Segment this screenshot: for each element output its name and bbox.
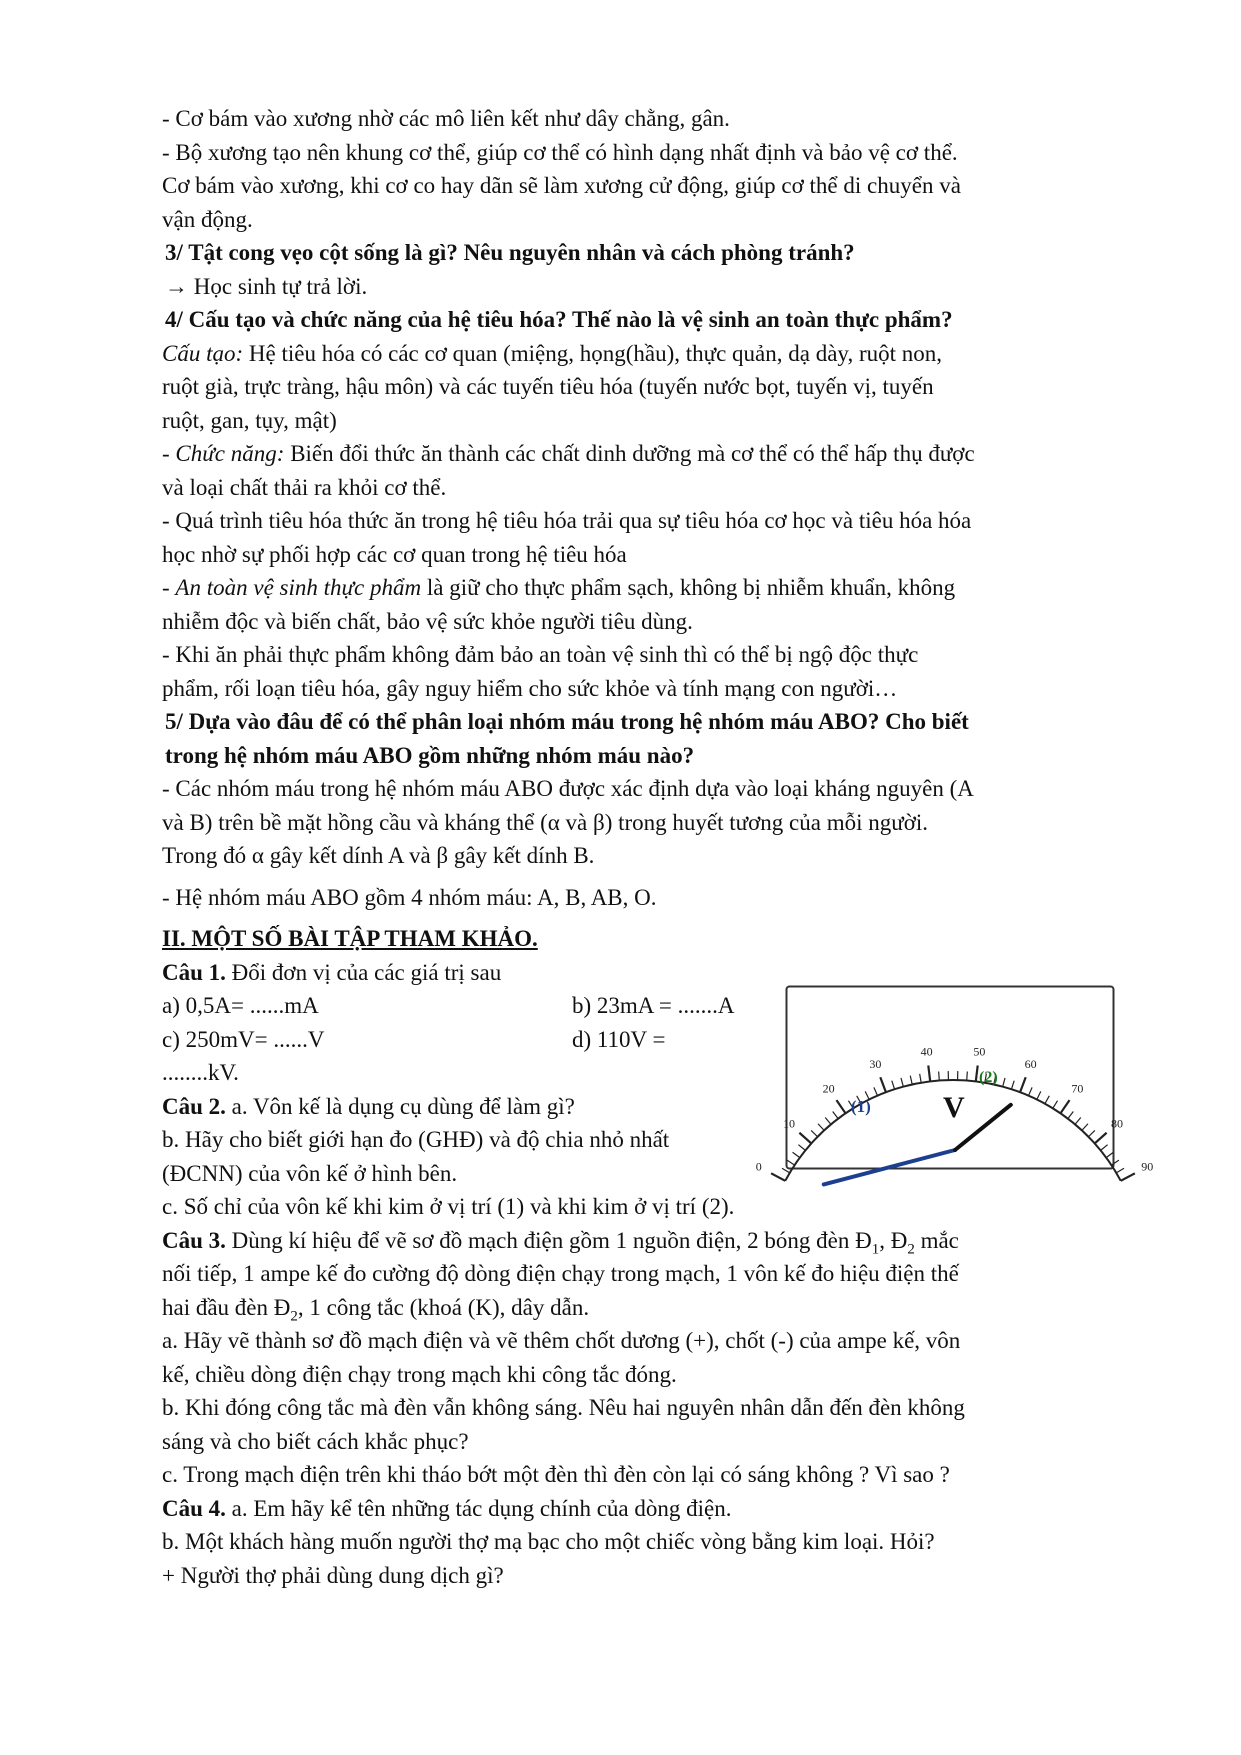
text-line: và B) trên bề mặt hồng cầu và kháng thể (α và β) trong huyết tương của mỗi người. [162, 809, 929, 835]
position-1-label: (1) [851, 1097, 871, 1116]
text-line: - Quá trình tiêu hóa thức ăn trong hệ tiêu hóa trải qua sự tiêu hóa cơ học và tiêu hóa hóa [162, 508, 972, 533]
tick-label-60: 60 [1024, 1057, 1037, 1072]
text-line: b. Một khách hàng muốn người thợ mạ bạc cho một chiếc vòng bằng kim loại. Hỏi? [162, 1529, 935, 1554]
text-line: ruột, gan, tụy, mật) [162, 407, 337, 433]
text-line: (ĐCNN) của vôn kế ở hình bên. [162, 1160, 458, 1186]
text-line: Trong đó α gây kết dính A và β gây kết dính B. [162, 843, 595, 868]
text-line: + Người thợ phải dùng dung dịch gì? [162, 1562, 504, 1588]
minor-tick [939, 1072, 940, 1081]
text-line: - Cơ bám vào xương nhờ các mô liên kết như dây chằng, gân. [162, 106, 730, 131]
question-5-cont: trong hệ nhóm máu ABO gồm những nhóm máu nào? [165, 742, 695, 768]
tick-label-10: 10 [782, 1116, 795, 1131]
item-b: b) 23mA = .......A [572, 993, 735, 1018]
question-4: 4/ Cấu tạo và chức năng của hệ tiêu hóa? Thế nào là vệ sinh an toàn thực phẩm? [165, 307, 953, 332]
text-line: sáng và cho biết cách khắc phục? [162, 1428, 469, 1454]
text-line: Cơ bám vào xương, khi cơ co hay dãn sẽ làm xương cử động, giúp cơ thể di chuyển và [162, 173, 961, 198]
text-line: - Hệ nhóm máu ABO gồm 4 nhóm máu: A, B, AB, O. [162, 884, 657, 910]
item-c: c) 250mV= ......V [162, 1026, 325, 1052]
voltmeter-symbol: V [943, 1091, 965, 1124]
text-line: - Các nhóm máu trong hệ nhóm máu ABO được xác định dựa vào loại kháng nguyên (A [162, 776, 974, 801]
text-line: và loại chất thải ra khỏi cơ thể. [162, 474, 447, 500]
text-line: nhiễm độc và biến chất, bảo vệ sức khỏe người tiêu dùng. [162, 608, 693, 634]
voltmeter-figure [755, 985, 1154, 1174]
meter-frame [787, 987, 1114, 1169]
text-line: a. Hãy vẽ thành sơ đồ mạch điện và vẽ thêm chốt dương (+), chốt (-) của ampe kế, vôn [162, 1328, 961, 1353]
tick-label-80: 80 [1111, 1116, 1124, 1131]
text-line: vận động. [162, 206, 253, 232]
item-a: a) 0,5A= ......mA [162, 993, 319, 1018]
tick-label-20: 20 [822, 1081, 835, 1096]
text-line: nối tiếp, 1 ampe kế đo cường độ dòng điện chạy trong mạch, 1 vôn kế đo hiệu điện thế [162, 1261, 959, 1286]
answer-3: → Học sinh tự trả lời. [165, 273, 368, 299]
question-5: 5/ Dựa vào đâu để có thể phân loại nhóm máu trong hệ nhóm máu ABO? Cho biết [165, 709, 969, 734]
tick-label-90: 90 [1141, 1159, 1154, 1174]
item-d-cont: ........kV. [162, 1060, 239, 1085]
structure-label: Cấu tạo: [162, 340, 244, 366]
exercise-4: Câu 4. a. Em hãy kể tên những tác dụng chính của dòng điện. [162, 1495, 732, 1521]
function-line: - Chức năng: Biến đổi thức ăn thành các chất dinh dưỡng mà cơ thể có thể hấp thụ được [162, 441, 975, 466]
position-2-label: (2) [979, 1069, 998, 1086]
tick-label-0: 0 [755, 1159, 762, 1174]
text-line: phẩm, rối loạn tiêu hóa, gây nguy hiểm cho sức khỏe và tính mạng con người… [162, 675, 898, 701]
text-line: hai đầu đèn $Đ_2$, 1 công tắc (khoá (K), dây dẫn. [162, 1294, 590, 1325]
text-line: ruột già, trực tràng, hậu môn) và các tuyến tiêu hóa (tuyến nước bọt, tuyến vị, tuyến [162, 374, 934, 399]
text-line: - Khi ăn phải thực phẩm không đảm bảo an toàn vệ sinh thì có thể bị ngộ độc thực [162, 642, 919, 667]
text-line: - Bộ xương tạo nên khung cơ thể, giúp cơ thể có hình dạng nhất định và bảo vệ cơ thể. [162, 139, 958, 165]
tick-label-50: 50 [973, 1044, 986, 1059]
tick-label-70: 70 [1071, 1081, 1084, 1096]
structure-line: Cấu tạo: Hệ tiêu hóa có các cơ quan (miệng, họng(hầu), thực quản, dạ dày, ruột non, [162, 340, 942, 366]
tick-label-30: 30 [869, 1057, 882, 1072]
document-page [162, 102, 1117, 1592]
food-safety-line: - An toàn vệ sinh thực phẩm là giữ cho thực phẩm sạch, không bị nhiễm khuẩn, không [162, 575, 956, 600]
minor-tick [1116, 1168, 1124, 1173]
function-label: Chức năng: [175, 441, 285, 466]
minor-tick [967, 1072, 968, 1081]
question-3: 3/ Tật cong vẹo cột sống là gì? Nêu nguyên nhân và cách phòng tránh? [165, 240, 855, 265]
food-safety-label: An toàn vệ sinh thực phẩm [175, 575, 422, 600]
text-line: c. Số chỉ của vôn kế khi kim ở vị trí (1) và khi kim ở vị trí (2). [162, 1194, 735, 1219]
exercise-3: Câu 3. Dùng kí hiệu để vẽ sơ đồ mạch điện gồm 1 nguồn điện, 2 bóng đèn $Đ_1$, $Đ_2$ mắc [162, 1227, 959, 1258]
text-line: b. Khi đóng công tắc mà đèn vẫn không sáng. Nêu hai nguyên nhân dẫn đến đèn không [162, 1395, 965, 1420]
text-line: học nhờ sự phối hợp các cơ quan trong hệ tiêu hóa [162, 541, 627, 567]
section-heading: II. MỘT SỐ BÀI TẬP THAM KHẢO. [162, 926, 538, 951]
text-line: c. Trong mạch điện trên khi tháo bớt một đèn thì đèn còn lại có sáng không ? Vì sao ? [162, 1462, 950, 1487]
item-d: d) 110V = [572, 1026, 666, 1052]
text-line: kế, chiều dòng điện chạy trong mạch khi công tắc đóng. [162, 1361, 677, 1387]
tick-label-40: 40 [920, 1044, 933, 1059]
major-tick [1121, 1173, 1135, 1181]
exercise-2: Câu 2. a. Vôn kế là dụng cụ dùng để làm gì? [162, 1093, 575, 1119]
exercise-1: Câu 1. Đổi đơn vị của các giá trị sau [162, 959, 502, 985]
text-line: b. Hãy cho biết giới hạn đo (GHĐ) và độ chia nhỏ nhất [162, 1127, 670, 1152]
